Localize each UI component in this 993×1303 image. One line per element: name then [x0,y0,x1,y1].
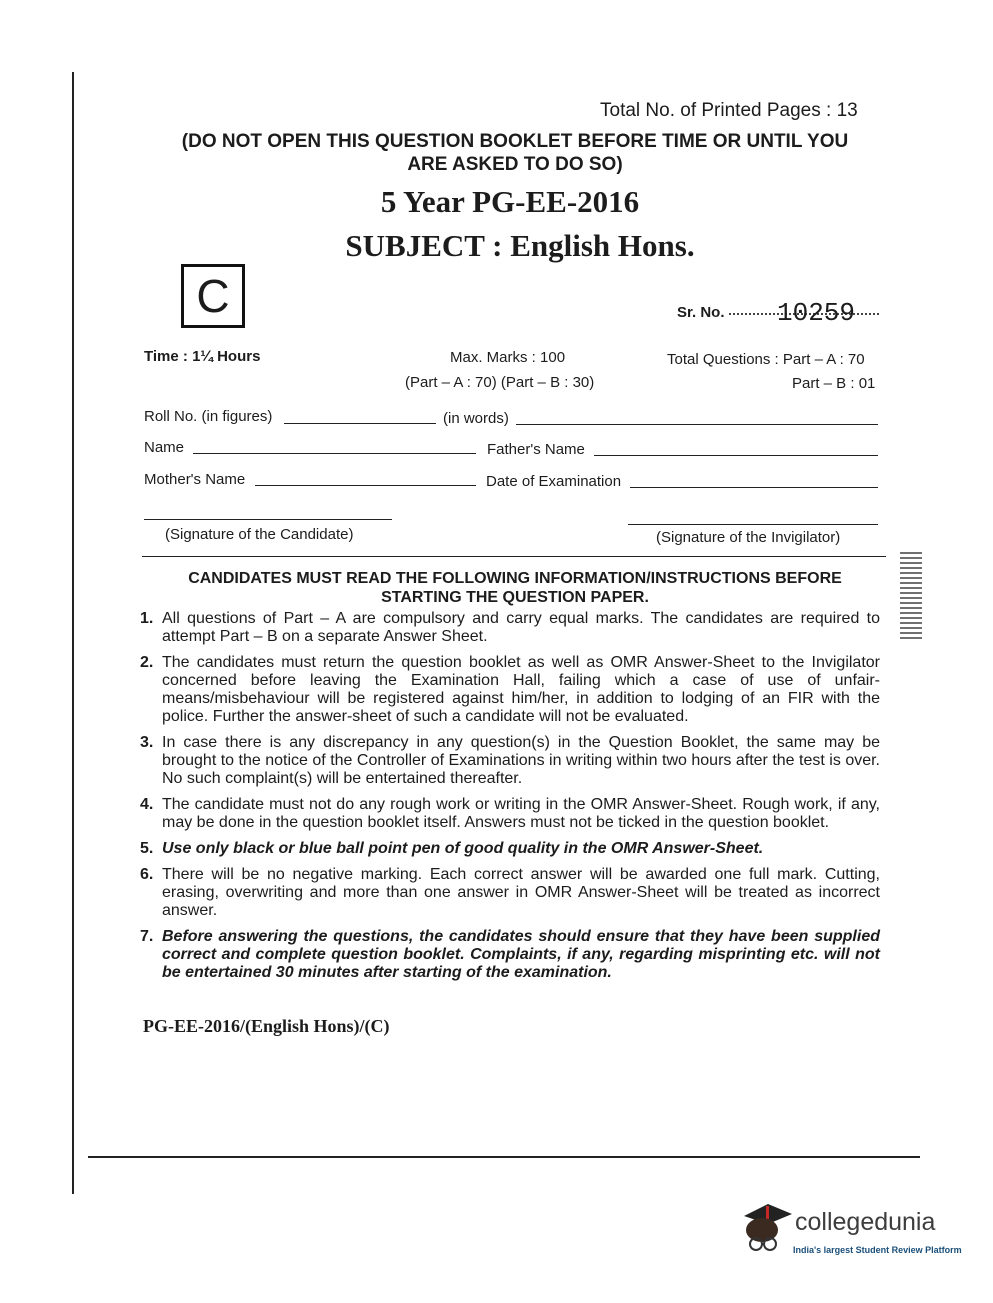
warning-line-2: ARE ASKED TO DO SO) [407,154,623,175]
instruction-text: Before answering the questions, the candidates should ensure that they have been supplied correct and complete question booklet. Complaints, if any, regarding misprinting etc. will not be entertained 30 minutes after starting of the examination. [162,928,880,981]
instruction-number: 5. [140,840,154,857]
booklet-set-letter: C [196,270,230,322]
instruction-number: 1. [140,610,154,627]
roll-no-label: Roll No. (in figures) [144,408,273,425]
instruction-number: 2. [140,654,154,671]
instruction-text: There will be no negative marking. Each correct answer will be awarded one full mark. Cutting, erasing, overwriting and more than one answer in OMR Answer-Sheet will be treated as incorrect answer. [162,866,880,919]
warning-line-1: (DO NOT OPEN THIS QUESTION BOOKLET BEFORE TIME OR UNTIL YOU [181,131,849,152]
paper-code: PG-EE-2016/(English Hons)/(C) [143,1016,390,1036]
candidate-signature-field[interactable] [144,519,392,520]
instruction-item [140,654,880,726]
total-questions: Total Questions : Part – A : 70 [667,351,865,368]
subject-title: SUBJECT : English Hons. [345,228,695,263]
booklet-set-box [181,264,245,328]
invigilator-signature-label: (Signature of the Invigilator) [656,529,841,546]
instruction-text: The candidates must return the question booklet as well as OMR Answer-Sheet to the Invigilator concerned before leaving the Examination Hall, failing which a case of use of unfair-means/misbehaviour will be registered against him/her, in addition to lodging of an FIR with the police. Further the answer-sheet of such a candidate will not be evaluated. [162,654,880,725]
date-of-exam-field[interactable] [630,487,878,488]
instruction-text: Use only black or blue ball point pen of good quality in the OMR Answer-Sheet. [162,840,764,857]
instructions-heading-line-1: CANDIDATES MUST READ THE FOLLOWING INFORMATION/INSTRUCTIONS BEFORE [188,570,842,587]
brand-name: collegedunia [795,1208,936,1236]
in-words-label: (in words) [443,410,509,427]
serial-number-value: 10259 [777,298,856,328]
exam-title: 5 Year PG-EE-2016 [380,184,640,219]
invigilator-signature-field[interactable] [628,524,878,525]
name-label: Name [144,439,185,456]
candidate-signature-label: (Signature of the Candidate) [165,526,354,543]
instruction-text: All questions of Part – A are compulsory and carry equal marks. The candidates are required to attempt Part – B on a separate Answer Sheet. [162,610,880,645]
instruction-item [140,610,880,646]
mothers-name-label: Mother's Name [144,471,246,488]
printed-pages-count: Total No. of Printed Pages : 13 [600,100,858,121]
instruction-text: In case there is any discrepancy in any question(s) in the Question Booklet, the same may be brought to the notice of the Controller of Examinations in writing within two hours after the test is over. No such complaint(s) will be entertained thereafter. [162,734,880,787]
instruction-item [140,928,880,982]
part-b-questions: Part – B : 01 [792,375,876,392]
instructions-heading-line-2: STARTING THE QUESTION PAPER. [381,589,649,606]
instructions-list [140,610,880,990]
time-allowed: Time : 1¼ Hours [144,348,261,365]
roll-no-figures-field[interactable] [284,423,436,424]
instruction-number: 3. [140,734,154,751]
instruction-item [140,796,880,832]
brand-tagline: India's largest Student Review Platform [793,1245,962,1255]
roll-no-words-field[interactable] [516,424,878,425]
instruction-item [140,734,880,788]
instruction-number: 6. [140,866,154,883]
student-mascot-icon [738,1196,794,1258]
instruction-text: The candidate must not do any rough work or writing in the OMR Answer-Sheet. Rough work, if any, may be done in the question booklet itself. Answers must not be ticked in the question booklet. [162,796,880,831]
instructions-heading [120,569,910,607]
do-not-open-warning [120,130,910,176]
instruction-number: 7. [140,928,154,945]
section-divider [142,556,886,557]
serial-number-label: Sr. No. [677,304,725,321]
mothers-name-field[interactable] [255,485,476,486]
instruction-number: 4. [140,796,154,813]
marks-split: (Part – A : 70) (Part – B : 30) [405,374,595,391]
fathers-name-field[interactable] [594,455,878,456]
date-of-exam-label: Date of Examination [486,473,622,490]
instruction-item [140,866,880,920]
max-marks: Max. Marks : 100 [450,349,566,366]
fathers-name-label: Father's Name [487,441,585,458]
bottom-rule [88,1156,920,1158]
name-field[interactable] [193,453,476,454]
serial-number [677,298,879,328]
instruction-item [140,840,880,858]
